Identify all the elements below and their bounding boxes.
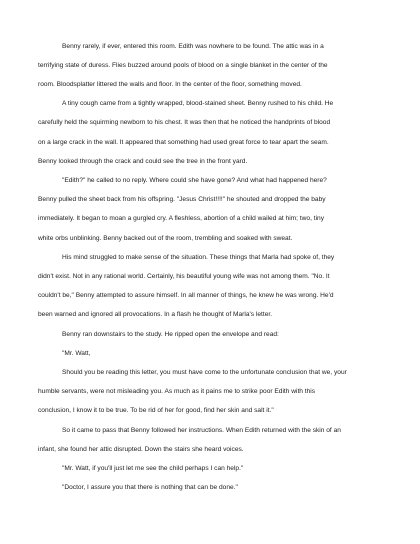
- text-line: Benny looked through the crack and could see the tree in the front yard.: [38, 157, 248, 165]
- text-line: So it came to pass that Benny followed her instructions. When Edith returned with the skin of an: [62, 426, 341, 434]
- text-line: been warned and ignored all provocations. In a flash he thought of Marla's letter.: [38, 311, 273, 319]
- text-line: infant, she found her attic disrupted. Down the stairs she heard voices.: [38, 445, 244, 453]
- text-line: carefully held the squirming newborn to his chest. It was then that he noticed the handprints of blood: [38, 119, 331, 127]
- text-line: Benny ran downstairs to the study. He ripped open the envelope and read:: [62, 330, 279, 338]
- text-line: room. Bloodsplatter littered the walls and floor. In the center of the floor, something moved.: [38, 80, 302, 88]
- text-line: His mind struggled to make sense of the situation. These things that Marla had spoke of, they: [62, 253, 335, 261]
- text-line: Should you be reading this letter, you must have come to the unfortunate conclusion that we, your: [62, 368, 347, 376]
- text-line: Benny pulled the sheet back from his offspring. "Jesus Christ!!!!" he shouted and dropped the baby: [38, 196, 326, 204]
- text-line: "Edith?" he called to no reply. Where could she have gone? And what had happened here?: [62, 176, 327, 184]
- text-line: immediately. It began to moan a gurgled cry. A fleshless, abortion of a child wailed at him; two, tiny: [38, 215, 324, 223]
- text-line: "Mr. Watt,: [62, 349, 91, 357]
- text-line: Benny rarely, if ever, entered this room. Edith was nowhere to be found. The attic was in a: [62, 42, 324, 50]
- text-line: didn't exist. Not in any rational world. Certainly, his beautiful young wife was not among them. "No. It: [38, 272, 330, 280]
- text-line: couldn't be," Benny attempted to assure himself. In all manner of things, he knew he was wrong. He'd: [38, 292, 334, 300]
- text-line: A tiny cough came from a tightly wrapped, blood-stained sheet. Benny rushed to his child. He: [62, 100, 334, 108]
- text-line: on a large crack in the wall. It appeared that something had used great force to tear apart the seam.: [38, 138, 329, 146]
- text-line: "Doctor, I assure you that there is nothing that can be done.": [62, 484, 238, 492]
- text-line: conclusion, I know it to be true. To be rid of her for good, find her skin and salt it.": [38, 407, 274, 415]
- text-line: "Mr. Watt, if you'll just let me see the child perhaps I can help.": [62, 464, 244, 472]
- text-line: humble servants, were not misleading you. As much as it pains me to strike poor Edith with this: [38, 388, 316, 396]
- text-line: terrifying state of duress. Flies buzzed around pools of blood on a single blanket in the center of the: [38, 61, 328, 69]
- text-line: white orbs unblinking. Benny backed out of the room, trembling and soaked with sweat.: [38, 234, 293, 242]
